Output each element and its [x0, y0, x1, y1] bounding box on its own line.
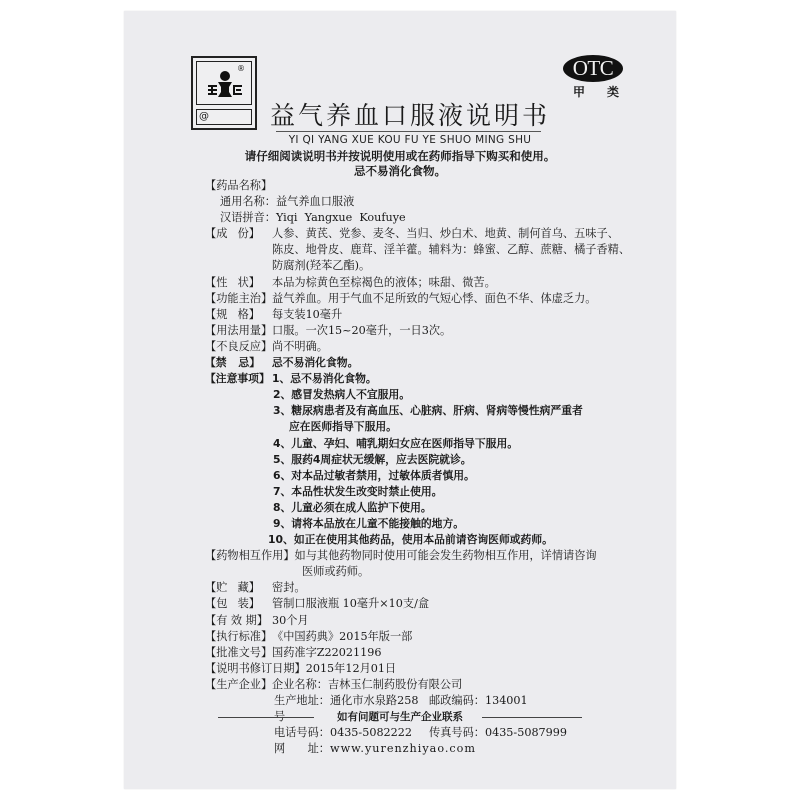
footer-rule-right — [482, 717, 582, 718]
label-part: 【性 — [205, 275, 228, 289]
notice-line: 请仔细阅读说明书并按说明使用或在药师指导下购买和使用。 — [244, 149, 556, 163]
section-drug-name — [205, 178, 645, 194]
field-label: 企业名称： — [272, 677, 328, 691]
section-label: 【有 效 期】 — [205, 613, 269, 627]
precaution-item: 6、对本品过敏者禁用，过敏体质者慎用。 — [273, 468, 475, 482]
precaution-item: 5、服药4周症状无缓解，应去医院就诊。 — [273, 452, 472, 466]
section-label: 【批准文号】 — [205, 645, 273, 659]
section-approval-number — [205, 645, 645, 661]
section-standard — [205, 629, 645, 645]
field-label: 汉语拼音： — [220, 211, 276, 225]
otc-class-char: 类 — [606, 85, 619, 99]
logo-frame — [196, 61, 252, 105]
section-contraindications — [205, 355, 645, 371]
label-part: 【规 — [205, 307, 228, 321]
precaution-item: 7、本品性状发生改变时禁止使用。 — [273, 484, 443, 498]
section-interactions — [205, 548, 645, 564]
registered-mark: ® — [237, 64, 245, 73]
label-part: 网 — [274, 742, 286, 756]
section-value: 密封。 — [272, 581, 306, 595]
field-label: 传真号码： — [429, 726, 485, 740]
website-link[interactable]: www.yurenzhiyao.com — [330, 742, 477, 756]
section-label — [205, 307, 272, 323]
field-label: 生产地址： — [274, 694, 330, 707]
website-row — [205, 741, 645, 757]
ingredients-continued: 防腐剂(羟苯乙酯)。 — [272, 259, 371, 273]
footer-rule-left — [218, 717, 314, 718]
ingredients-continued: 陈皮、地骨皮、鹿茸、淫羊藿。辅料为：蜂蜜、乙醇、蔗糖、橘子香精、 — [272, 243, 631, 257]
label-part: 【贮 — [205, 581, 228, 595]
section-label — [205, 580, 272, 596]
interactions-continued: 医师或药师。 — [302, 565, 370, 579]
section-label: 【说明书修订日期】 — [205, 661, 306, 675]
section-specification — [205, 307, 645, 323]
label-part: 【包 — [205, 597, 228, 611]
section-label: 【执行标准】 — [205, 629, 273, 643]
section-storage — [205, 580, 645, 596]
section-shelf-life — [205, 613, 645, 629]
section-value: 《中国药典》2015年版一部 — [272, 629, 413, 643]
precaution-item: 8、儿童必须在成人监护下使用。 — [273, 500, 432, 514]
precaution-item: 10、如正在使用其他药品，使用本品前请咨询医师或药师。 — [268, 533, 553, 547]
precaution-item: 2、感冒发热病人不宜服用。 — [273, 388, 411, 402]
phone-field — [274, 725, 429, 741]
section-precautions — [205, 371, 645, 387]
leaflet-body — [205, 178, 645, 757]
label-part: 藏】 — [237, 581, 260, 595]
section-value: 尚不明确。 — [272, 339, 328, 353]
label-part: 格】 — [237, 307, 260, 321]
section-label: 【不良反应】 — [205, 339, 273, 353]
field-value: 通化市水泉路258号 — [274, 694, 419, 724]
section-dosage — [205, 323, 645, 339]
field-label: 通用名称： — [220, 195, 276, 209]
label-part: 状】 — [237, 275, 260, 289]
section-value: 管制口服液瓶 10毫升×10支/盒 — [272, 597, 430, 611]
precaution-item-continued: 应在医师指导下服用。 — [289, 420, 397, 434]
label-part: 装】 — [237, 597, 260, 611]
otc-class-label — [573, 83, 619, 100]
otc-badge: OTC — [563, 55, 623, 82]
section-description — [205, 275, 645, 291]
notice-line: 忌不易消化食物。 — [354, 164, 446, 178]
brand-logo — [191, 56, 257, 130]
section-value: 本品为棕黄色至棕褐色的液体；味甜、微苦。 — [272, 275, 496, 289]
yuren-logo-icon — [207, 70, 243, 98]
precaution-item: 4、儿童、孕妇、哺乳期妇女应在医师指导下服用。 — [273, 436, 519, 450]
section-label — [205, 226, 272, 242]
section-value: 益气养血。用于气血不足所致的气短心悸、面色不华、体虚乏力。 — [272, 291, 597, 305]
generic-name-row — [205, 194, 645, 210]
label-part: 份】 — [237, 227, 260, 241]
field-value: 益气养血口服液 — [275, 195, 355, 209]
field-value: 0435-5082222 — [329, 726, 413, 740]
otc-class-char: 甲 — [573, 85, 586, 99]
section-value: 每支装10毫升 — [272, 307, 343, 321]
field-label: 电话号码： — [274, 726, 330, 740]
section-label: 【药物相互作用】 — [205, 549, 295, 563]
section-value: 口服。一次15~20毫升，一日3次。 — [272, 323, 452, 337]
label-part: 【禁 — [205, 356, 227, 370]
field-value: Yiqi Yangxue Koufuye — [275, 211, 406, 225]
section-label — [205, 596, 272, 612]
section-label: 【注意事项】 — [205, 372, 270, 386]
section-indications — [205, 291, 645, 307]
title-underline — [276, 131, 541, 132]
section-label: 【用法用量】 — [205, 323, 273, 337]
pinyin-title: YI QI YANG XUE KOU FU YE SHUO MING SHU — [288, 134, 532, 146]
section-manufacturer — [205, 677, 645, 693]
precaution-item: 3、糖尿病患者及有高血压、心脏病、肝病、肾病等慢性病严重者 — [273, 404, 583, 418]
section-ingredients — [205, 226, 645, 242]
field-value: 0435-5087999 — [484, 726, 568, 740]
label-part: 忌】 — [238, 356, 260, 370]
section-adverse-reactions — [205, 339, 645, 355]
field-value: 134001 — [484, 694, 528, 707]
fax-field — [429, 725, 567, 741]
section-package — [205, 596, 645, 612]
section-label: 【药品名称】 — [205, 179, 273, 192]
section-label — [205, 275, 272, 291]
document-title: 益气养血口服液说明书 — [269, 101, 550, 130]
section-value: 2015年12月01日 — [305, 661, 397, 675]
label-part: 【成 — [205, 227, 228, 241]
field-label — [274, 741, 330, 757]
section-value: 如与其他药物同时使用可能会发生药物相互作用，详情请咨询 — [294, 549, 597, 563]
logo-bottom-panel — [196, 109, 252, 125]
pinyin-row — [205, 210, 645, 226]
footer-contact-note: 如有问题可与生产企业联系 — [337, 711, 463, 723]
section-value: 国药准字Z22021196 — [272, 645, 382, 659]
company-name: 吉林玉仁制药股份有限公司 — [327, 677, 463, 691]
precaution-item: 1、忌不易消化食物。 — [272, 372, 377, 386]
section-value: 忌不易消化食物。 — [272, 356, 359, 370]
phone-row — [205, 725, 645, 741]
section-value: 30个月 — [272, 613, 309, 627]
reading-notice — [180, 149, 620, 179]
swirl-icon: @ — [199, 111, 209, 122]
section-label: 【生产企业】 — [205, 677, 273, 691]
section-label: 【功能主治】 — [205, 291, 273, 305]
section-label — [205, 355, 272, 371]
label-part: 址： — [307, 742, 330, 756]
section-value: 人参、黄芪、党参、麦冬、当归、炒白术、地黄、制何首乌、五味子、 — [272, 227, 619, 241]
precaution-item: 9、请将本品放在儿童不能接触的地方。 — [273, 516, 465, 530]
field-label: 邮政编码： — [429, 694, 485, 707]
section-revision-date — [205, 661, 645, 677]
